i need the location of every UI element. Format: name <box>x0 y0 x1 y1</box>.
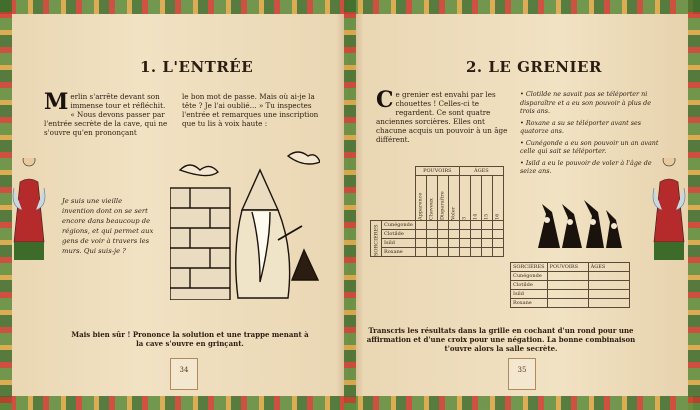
right-page-title: 2. LE GRENIER <box>466 58 602 76</box>
right-page-number: 35 <box>508 358 536 390</box>
left-bottom-text: Mais bien sûr ! Prononce la solution et une trappe menant à la cave s'ouvre en grinçant. <box>71 330 309 348</box>
summary-grid <box>510 262 630 308</box>
clue-item: • Isild a eu le pouvoir de voler à l'âge de seize ans. <box>520 158 652 175</box>
grid-age-label: 3 <box>459 176 470 221</box>
grid-age-label: 16 <box>492 176 503 221</box>
right-bottom-text: Transcris les résultats dans la grille en cochant d'un rond pour une affirmation et d'une croix pour une négation. La bonne combinaison t'ouvre alors la salle secrète. <box>366 326 636 353</box>
fairy-left-illustration <box>12 158 46 268</box>
grid-cell[interactable] <box>426 221 437 230</box>
grid-cell[interactable] <box>492 221 503 230</box>
left-page-number: 34 <box>170 358 198 390</box>
grid-cell[interactable] <box>459 221 470 230</box>
grid-row <box>371 221 504 230</box>
clues-list <box>520 90 660 176</box>
summary-cell[interactable] <box>588 299 629 308</box>
grid-cell[interactable] <box>470 230 481 239</box>
summary-header-powers: POUVOIRS <box>547 263 588 272</box>
clue-item: • Roxane a su se téléporter avant ses quatorze ans. <box>520 118 642 135</box>
summary-row <box>511 299 630 308</box>
summary-row <box>511 281 630 290</box>
summary-cell[interactable] <box>547 281 588 290</box>
summary-witch-label: Clotilde <box>511 281 548 290</box>
summary-cell[interactable] <box>588 272 629 281</box>
grid-cell[interactable] <box>481 239 492 248</box>
grid-power-label: Voler <box>448 176 459 221</box>
logic-grid <box>370 166 504 257</box>
grid-cell[interactable] <box>437 248 448 257</box>
grid-cell[interactable] <box>459 239 470 248</box>
right-intro-text: e grenier est envahi par les chouettes ! Celles-ci te regardent. Ce sont quatre anciennes sorcières. Elles ont chacune acquis un pouvoir à un âge différent. <box>376 90 508 144</box>
grid-cell[interactable] <box>415 230 426 239</box>
grid-row <box>371 239 504 248</box>
floral-border-right <box>688 0 700 410</box>
floral-border-middle <box>344 0 356 410</box>
summary-witch-label: Roxane <box>511 299 548 308</box>
summary-cell[interactable] <box>588 290 629 299</box>
grid-cell[interactable] <box>415 239 426 248</box>
summary-cell[interactable] <box>547 299 588 308</box>
grid-cell[interactable] <box>470 239 481 248</box>
grid-witch-label: Clotilde <box>382 230 416 239</box>
summary-row <box>511 290 630 299</box>
grid-cell[interactable] <box>470 248 481 257</box>
grid-header-powers: POUVOIRS <box>415 167 459 176</box>
left-intro-col2: le bon mot de passe. Mais où ai-je la tête ? Je l'ai oublié... » Tu inspectes l'entrée et remarques une inscription que tu lis à voix haute : <box>182 92 319 128</box>
summary-cell[interactable] <box>588 281 629 290</box>
grid-row <box>371 230 504 239</box>
right-intro <box>376 87 512 144</box>
grid-cell[interactable] <box>481 248 492 257</box>
grid-witch-label: Cunégonde <box>382 221 416 230</box>
grid-cell[interactable] <box>437 230 448 239</box>
grid-power-label: Disparaître <box>437 176 448 221</box>
grid-cell[interactable] <box>492 239 503 248</box>
left-col1-text: erlin s'arrête devant son immense tour et réfléchit. « Nous devons passer par l'entrée secrète de la cave, qui ne s'ouvre qu'en prononçant <box>44 92 168 137</box>
grid-cell[interactable] <box>448 221 459 230</box>
summary-cell[interactable] <box>547 272 588 281</box>
grid-cell[interactable] <box>437 239 448 248</box>
witches-illustration <box>528 196 628 250</box>
grid-power-label: Cheveux <box>426 176 437 221</box>
grid-cell[interactable] <box>448 230 459 239</box>
grid-cell[interactable] <box>426 248 437 257</box>
grid-cell[interactable] <box>459 230 470 239</box>
grid-cell[interactable] <box>448 239 459 248</box>
grid-witch-label: Isild <box>382 239 416 248</box>
riddle-text: Je suis une vieille invention dont on se sert encore dans beaucoup de régions, et qui permet aux gens de voir à travers les murs. Qui suis-je ? <box>62 197 154 255</box>
clue-item: • Clotilde ne savait pas se téléporter ni disparaître et a eu son pouvoir à plus de trois ans. <box>520 90 652 115</box>
grid-cell[interactable] <box>437 221 448 230</box>
grid-witch-label: Roxane <box>382 248 416 257</box>
summary-header-witches: SORCIÈRES <box>511 263 548 272</box>
summary-row <box>511 272 630 281</box>
grid-header-ages: ÂGES <box>459 167 503 176</box>
grid-cell[interactable] <box>492 248 503 257</box>
right-dropcap: C <box>376 87 394 113</box>
fairy-right-illustration <box>652 158 686 268</box>
grid-cell[interactable] <box>481 221 492 230</box>
left-intro-col1 <box>44 89 170 137</box>
summary-witch-label: Isild <box>511 290 548 299</box>
grid-cell[interactable] <box>415 221 426 230</box>
grid-cell[interactable] <box>459 248 470 257</box>
grid-cell[interactable] <box>492 230 503 239</box>
summary-cell[interactable] <box>547 290 588 299</box>
grid-cell[interactable] <box>470 221 481 230</box>
grid-age-label: 14 <box>470 176 481 221</box>
floral-border-left <box>0 0 12 410</box>
grid-cell[interactable] <box>415 248 426 257</box>
grid-age-label: 15 <box>481 176 492 221</box>
grid-row <box>371 248 504 257</box>
grid-cell[interactable] <box>426 230 437 239</box>
left-page-title: 1. L'ENTRÉE <box>140 58 254 76</box>
grid-cell[interactable] <box>481 230 492 239</box>
grid-cell[interactable] <box>426 239 437 248</box>
grid-header-witches: SORCIÈRES <box>371 221 382 257</box>
summary-witch-label: Cunégonde <box>511 272 548 281</box>
grid-power-label: Apparence <box>415 176 426 221</box>
summary-header-ages: ÂGES <box>588 263 629 272</box>
merlin-illustration <box>170 150 320 300</box>
clue-item: • Cunégonde a eu son pouvoir un an avant celle qui sait se téléporter. <box>520 138 659 155</box>
grid-cell[interactable] <box>448 248 459 257</box>
left-dropcap: M <box>44 89 69 115</box>
